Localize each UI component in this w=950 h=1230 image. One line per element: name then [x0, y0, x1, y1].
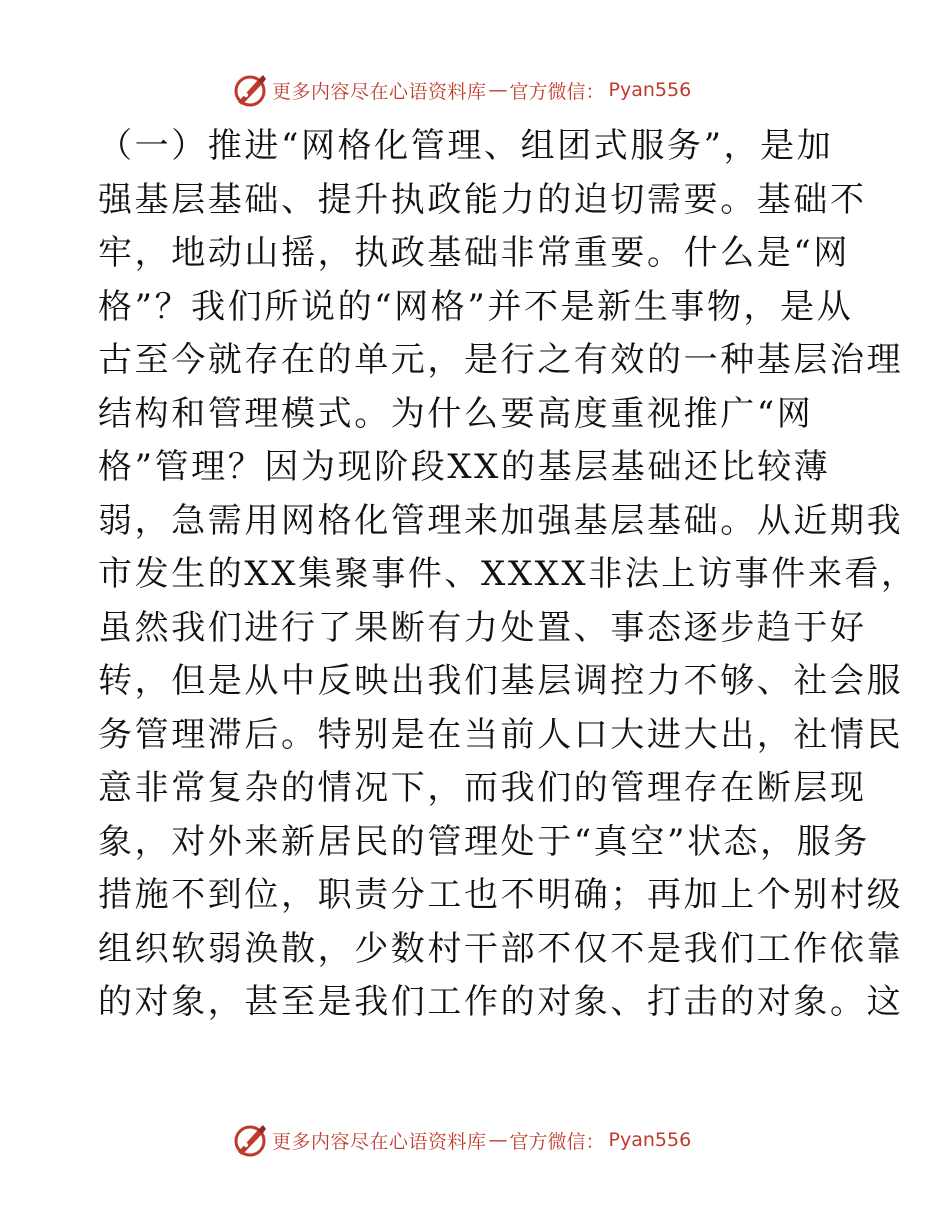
- text-line: （一）推进“网格化管理、组团式服务”，是加: [98, 126, 834, 166]
- text-line: 结构和管理模式。为什么要高度重视推广“网: [98, 393, 814, 434]
- text-line: 务管理滞后。特别是在当前人口大进大出，社情民: [98, 714, 904, 755]
- text-line: 市发生的XX集聚事件、XXXX非法上访事件来看，: [98, 554, 918, 594]
- banner-text: 更多内容尽在心语资料库: [272, 1130, 487, 1153]
- wechat-id: Pyan556: [608, 1129, 692, 1151]
- text-line: 格”？我们所说的“网格”并不是新生事物，是从: [98, 286, 854, 327]
- text-line: 牢，地动山摇，执政基础非常重要。什么是“网: [98, 233, 850, 273]
- text-line: 组织软弱涣散，少数村干部不仅不是我们工作依靠: [98, 928, 904, 969]
- pen-logo-icon: [232, 72, 268, 108]
- pen-logo-icon: [232, 1122, 268, 1158]
- banner-dash: —: [488, 79, 508, 101]
- wechat-id: Pyan556: [608, 79, 692, 101]
- banner-dash: —: [488, 1129, 508, 1151]
- banner-text: 更多内容尽在心语资料库: [272, 80, 487, 103]
- text-line: 象，对外来新居民的管理处于“真空”状态，服务: [98, 821, 870, 862]
- text-line: 强基层基础、提升执政能力的迫切需要。基础不: [98, 179, 867, 220]
- text-line: 虽然我们进行了果断有力处置、事态逐步趋于好: [98, 607, 867, 648]
- text-line: 弱，急需用网格化管理来加强基层基础。从近期我: [98, 500, 904, 541]
- text-line: 格”管理？因为现阶段XX的基层基础还比较薄: [98, 447, 831, 487]
- wechat-label: 官方微信：: [509, 1130, 605, 1153]
- text-line: 转，但是从中反映出我们基层调控力不够、社会服: [98, 661, 904, 701]
- text-line: 措施不到位，职责分工也不明确；再加上个别村级: [98, 875, 904, 915]
- text-line: 的对象，甚至是我们工作的对象、打击的对象。这: [98, 982, 904, 1022]
- document-body: [98, 120, 918, 1030]
- text-line: 古至今就存在的单元，是行之有效的一种基层治理: [98, 340, 904, 380]
- text-line: 意非常复杂的情况下，而我们的管理存在断层现: [98, 768, 867, 808]
- wechat-label: 官方微信：: [509, 80, 605, 103]
- footer-watermark-banner: [232, 1120, 691, 1160]
- header-watermark-banner: [232, 70, 691, 110]
